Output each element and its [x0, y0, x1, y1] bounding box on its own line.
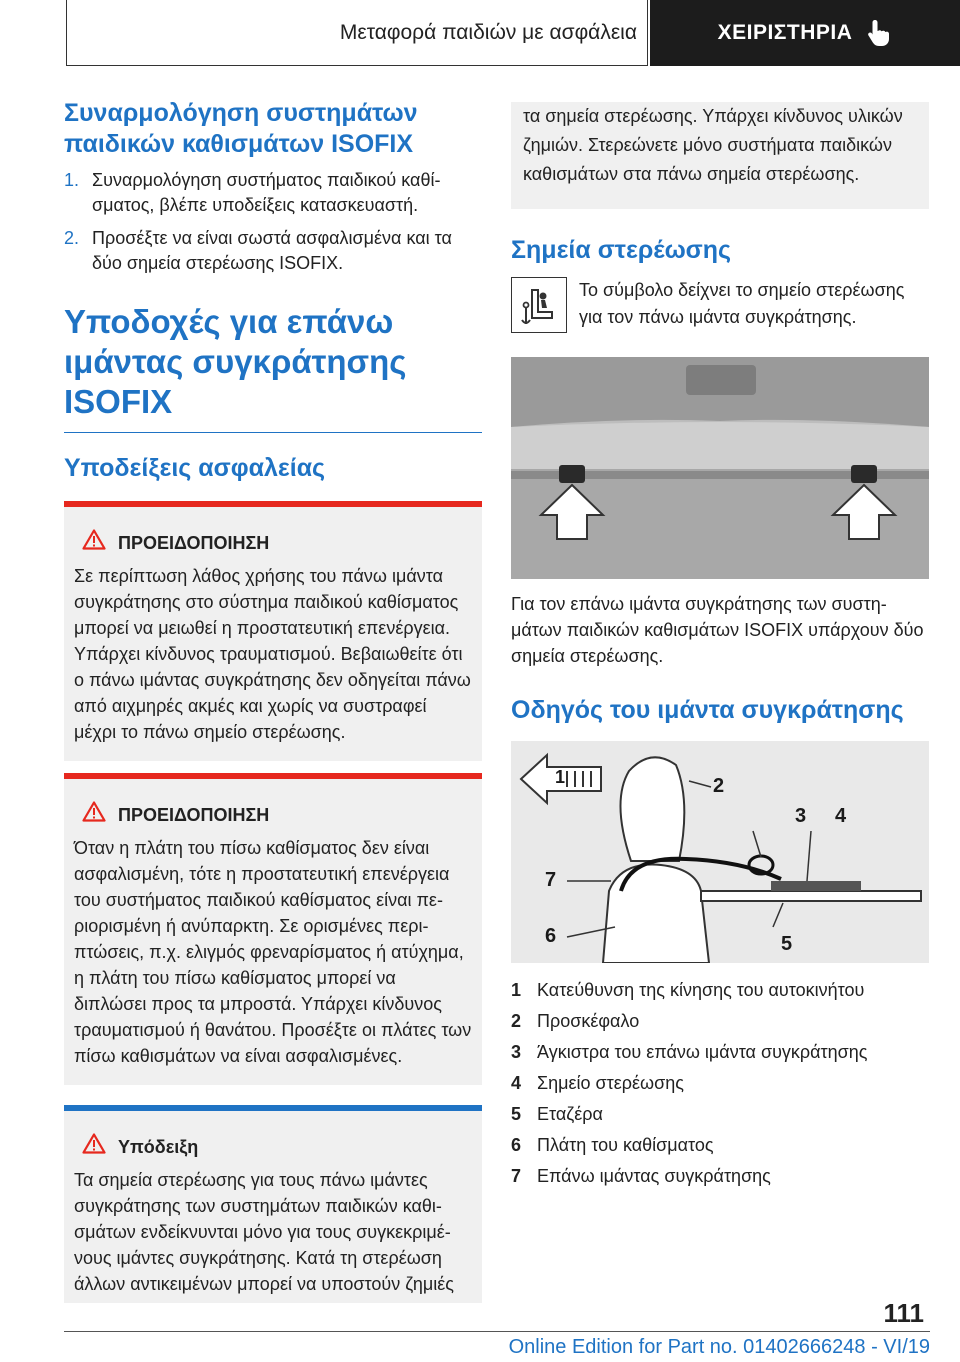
warning-box-1 — [64, 501, 482, 761]
right-column — [511, 102, 929, 1192]
note-triangle-icon — [82, 1133, 106, 1161]
warning-header — [74, 801, 472, 829]
warning-text: Σε περίπτωση λάθος χρήσης του πάνω ιμάντα συγκράτησης στο σύστημα παιδικού καθίσματος μπορεί να μειωθεί η προστατευτική επενέργεια. Υπάρχει κίνδυνος τραυματισμού. Βεβαιωθείτε ότι ο πάνω ιμάντας συγκράτησης δεν οδηγείται πάνω από αιχμηρές ακμές και χωρίς να συστραφεί μέχρι το πάνω σημείο στερέωσης. — [74, 566, 471, 742]
legend-item — [511, 1130, 929, 1161]
note-box — [64, 1105, 482, 1303]
step-number: 1. — [64, 170, 80, 190]
legend-number: 2 — [511, 1011, 522, 1031]
legend-text: Πλάτη του καθίσματος — [537, 1135, 714, 1155]
symbol-row — [511, 277, 929, 333]
legend-item — [511, 1161, 929, 1192]
legend-item — [511, 1068, 929, 1099]
legend-text: Άγκιστρα του επάνω ιμάντα συγκράτησης — [537, 1042, 868, 1062]
hand-pointer-icon — [866, 18, 892, 48]
diagram-legend — [511, 975, 929, 1192]
warning-header — [74, 529, 472, 557]
diagram-label: 7 — [545, 869, 557, 891]
warning-triangle-icon — [82, 801, 106, 829]
child-seat-anchor-icon — [511, 277, 567, 333]
isofix-steps — [64, 168, 482, 276]
note-header — [74, 1133, 472, 1161]
diagram-label: 2 — [713, 775, 725, 797]
diagram-label: 4 — [835, 805, 847, 827]
note-continued-text: τα σημεία στερέωσης. Υπάρχει κίνδυνος υλικών ζημιών. Στερεώνετε μόνο συστήματα παιδικών καθισμάτων στα πάνω σημεία στερέωσης. — [523, 106, 903, 184]
section-title — [66, 0, 648, 66]
step-text: Προσέξτε να είναι σωστά ασφαλισμένα και τα δύο σημεία στερέωσης ISOFIX. — [92, 228, 452, 273]
legend-number: 7 — [511, 1166, 522, 1186]
legend-number: 1 — [511, 980, 522, 1000]
heading-divider — [64, 432, 482, 433]
warning-triangle-icon — [82, 529, 106, 557]
legend-number: 3 — [511, 1042, 522, 1062]
page-number: 111 — [883, 1298, 924, 1328]
step-number: 2. — [64, 228, 80, 248]
anchor-points-photo — [511, 357, 929, 579]
photo-caption: Για τον επάνω ιμάντα συγκράτησης των συστημάτων παιδικών καθισμάτων ISOFIX υπάρχουν δύο σημεία στερέωσης. — [511, 594, 924, 666]
legend-item — [511, 975, 929, 1006]
warning-title: ΠΡΟΕΙΔΟΠΟΙΗΣΗ — [118, 805, 270, 825]
guide-heading: Οδηγός του ιμάντα συγκράτησης — [511, 696, 904, 724]
note-title: Υπόδειξη — [118, 1137, 199, 1157]
chapter-tab[interactable] — [650, 0, 960, 66]
warning-text: Όταν η πλάτη του πίσω καθίσματος δεν είναι ασφαλισμένη, τότε η προστατευτική επενέργεια του συστήματος παιδικού καθίσματος είναι περιορισμένη ή ανύπαρκτη. Σε ορισμένες περιπτώσεις, π.χ. ελιγμός φρεναρίσματος ή ατύχημα, η πλάτη του πίσω καθίσματος μπορεί να διπλώσει προς τα μπροστά. Υπάρχει κίνδυνος τραυματισμού ή θανάτου. Προσέξτε οι πλάτες των πίσω καθισμάτων να είναι ασφαλισμένες. — [74, 838, 472, 1066]
step-item — [64, 168, 482, 218]
legend-item — [511, 1037, 929, 1068]
legend-item — [511, 1099, 929, 1130]
note-continued-box — [511, 102, 929, 209]
legend-number: 6 — [511, 1135, 522, 1155]
legend-text: Σημείο στερέωσης — [537, 1073, 684, 1093]
legend-number: 5 — [511, 1104, 522, 1124]
isofix-heading: Συναρμολόγηση συστημάτων παιδικών καθισμάτων ISOFIX — [64, 99, 418, 158]
tether-strap-diagram — [511, 741, 929, 963]
step-text: Συναρμολόγηση συστήματος παιδικού καθίσματος, βλέπε υποδείξεις κατασκευαστή. — [92, 170, 441, 215]
symbol-text: Το σύμβολο δείχνει το σημείο στερέωσης για τον πάνω ιμάντα συγκράτησης. — [579, 280, 905, 327]
legend-text: Εταζέρα — [537, 1104, 603, 1124]
legend-item — [511, 1006, 929, 1037]
warning-box-2 — [64, 773, 482, 1085]
diagram-label: 6 — [545, 925, 557, 947]
note-text: Τα σημεία στερέωσης για τους πάνω ιμάντες συγκράτησης των συστημάτων παιδικών καθισμάτων ενδείκνυνται μόνο για τους συγκεκριμένους ιμάντες συγκράτησης. Κατά τη στερέωση άλλων αντικειμένων μπορεί να υποστούν ζημιές — [74, 1170, 454, 1294]
diagram-label: 1 — [555, 767, 566, 787]
footer-divider — [64, 1331, 930, 1332]
anchor-heading: Σημεία στερέωσης — [511, 236, 732, 264]
chapter-title: ΧΕΙΡΙΣΤΗΡΙΑ — [717, 21, 853, 44]
legend-number: 4 — [511, 1073, 522, 1093]
diagram-label: 3 — [795, 805, 807, 827]
legend-text: Επάνω ιμάντας συγκράτησης — [537, 1166, 771, 1186]
section-title-text: Μεταφορά παιδιών με ασφάλεια — [339, 20, 637, 44]
tether-heading: Υποδοχές για επάνω ιμάντας συγκράτησης ISOFIX — [64, 303, 407, 420]
edition-text: Online Edition for Part no. 01402666248 - VI/19 — [508, 1336, 930, 1358]
legend-text: Κατεύθυνση της κίνησης του αυτοκινήτου — [537, 980, 865, 1000]
diagram-label: 5 — [781, 933, 793, 955]
warning-title: ΠΡΟΕΙΔΟΠΟΙΗΣΗ — [118, 533, 270, 553]
legend-text: Προσκέφαλο — [537, 1011, 640, 1031]
left-column — [64, 98, 482, 1303]
step-item — [64, 226, 482, 276]
safety-heading: Υποδείξεις ασφαλείας — [64, 454, 326, 482]
